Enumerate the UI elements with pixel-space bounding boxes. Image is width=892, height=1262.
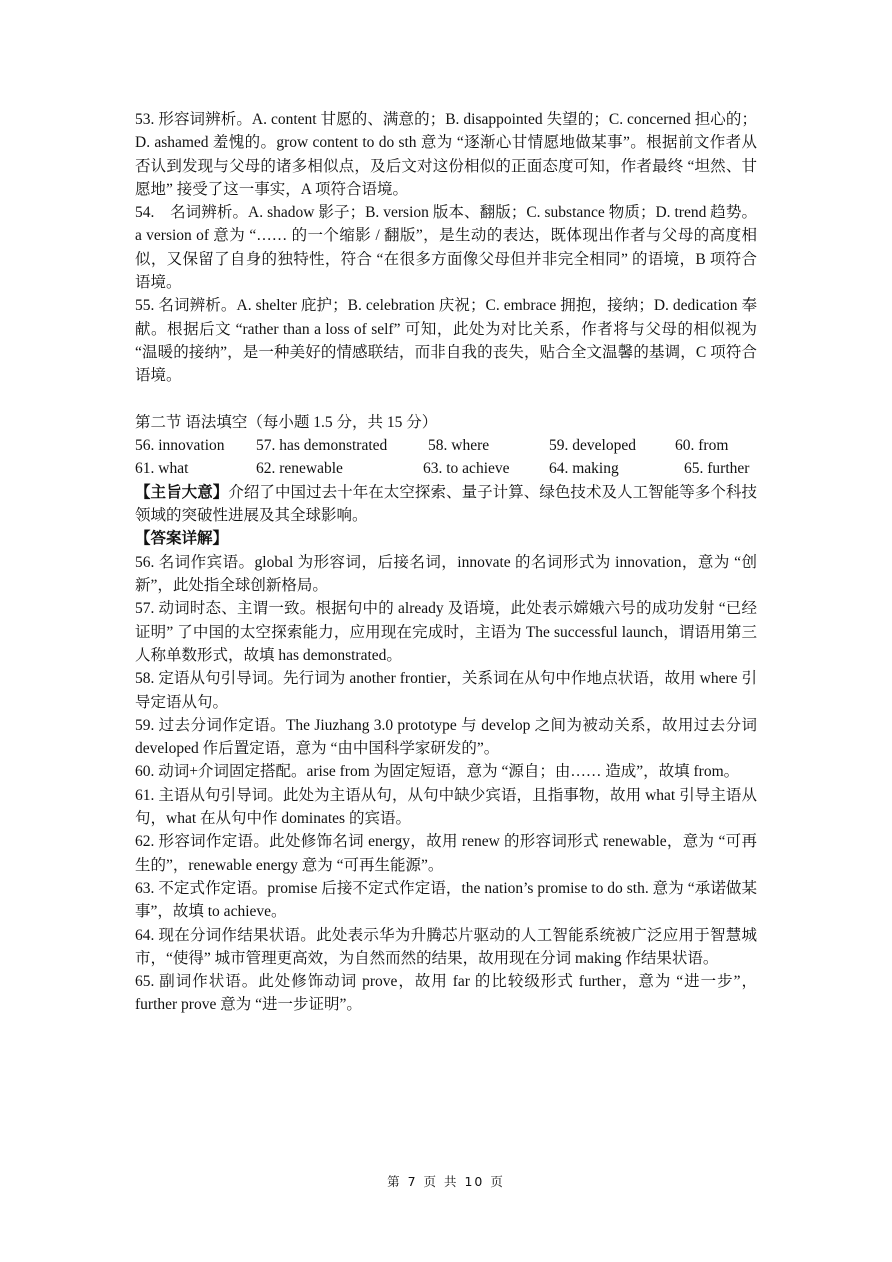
answer-63: 63. to achieve <box>423 460 510 478</box>
explanation-58: 58. 定语从句引导词。先行词为 another frontier，关系词在从句中作地点状语，故用 where 引导定语从句。 <box>135 670 757 711</box>
answer-key-row-1 <box>135 434 757 458</box>
page-number-footer: 第 7 页 共 10 页 <box>387 1174 505 1189</box>
answer-56: 56. innovation <box>135 436 225 454</box>
explanation-59: 59. 过去分词作定语。The Jiuzhang 3.0 prototype 与 develop 之间为被动关系，故用过去分词 developed 作后置定语，意为 “由中国科学家研发的”。 <box>135 716 757 758</box>
main-idea-text: 介绍了中国过去十年在太空探索、量子计算、绿色技术及人工智能等多个科技领域的突破性进展及其全球影响。 <box>135 483 757 525</box>
explanation-54: 54. 名词辨析。A. shadow 影子；B. version 版本、翻版；C. substance 物质；D. trend 趋势。a version of 意为 “…… 的一个缩影 / 翻版”，是生动的表达，既体现出作者与父母的高度相似，又保留了自身的独特性，符合 “在很多方面像父母但并非完全相同” 的语境，B 项符合语境。 <box>135 204 757 292</box>
spacer <box>135 388 757 411</box>
answer-58: 58. where <box>428 436 490 454</box>
explanation-57: 57. 动词时态、主谓一致。根据句中的 already 及语境，此处表示嫦娥六号的成功发射 “已经证明” 了中国的太空探索能力，应用现在完成时，主语为 The successful launch，谓语用第三人称单数形式，故填 has demonstrated。 <box>135 600 757 664</box>
document-body <box>135 108 757 1017</box>
answer-60: 60. from <box>675 436 729 454</box>
explanation-heading: 【答案详解】 <box>135 530 229 548</box>
explanation-60: 60. 动词+介词固定搭配。arise from 为固定短语，意为 “源自；由…… 造成”，故填 from。 <box>135 763 740 781</box>
explanation-62: 62. 形容词作定语。此处修饰名词 energy，故用 renew 的形容词形式 renewable，意为 “可再生的”，renewable energy 意为 “可再生能源”。 <box>135 833 757 874</box>
answer-key-row-2 <box>135 457 757 481</box>
main-idea-label: 【主旨大意】 <box>135 483 229 501</box>
explanation-55: 55. 名词辨析。A. shelter 庇护；B. celebration 庆祝；C. embrace 拥抱，接纳；D. dedication 奉献。根据后文 “rather than a loss of self” 可知，此处为对比关系，作者将与父母的相似视为 “温暖的接纳”，是一种美好的情感联结，而非自我的丧失，贴合全文温馨的基调，C 项符合语境。 <box>135 297 757 385</box>
explanation-63: 63. 不定式作定语。promise 后接不定式作定语，the nation’s promise to do sth. 意为 “承诺做某事”，故填 to achieve。 <box>135 879 757 921</box>
explanation-64: 64. 现在分词作结果状语。此处表示华为升腾芯片驱动的人工智能系统被广泛应用于智慧城市，“使得” 城市管理更高效，为自然而然的结果，故用现在分词 making 作结果状语。 <box>135 926 757 967</box>
answer-57: 57. has demonstrated <box>256 436 388 454</box>
explanation-53: 53. 形容词辨析。A. content 甘愿的、满意的；B. disappointed 失望的；C. concerned 担心的；D. ashamed 羞愧的。grow content to do sth 意为 “逐渐心甘情愿地做某事”。根据前文作者从否认到发现与父母的诸多相似点，及后文对这份相似的正面态度可知，作者最终 “坦然、甘愿地” 接受了这一事实，A 项符合语境。 <box>135 111 757 198</box>
answer-61: 61. what <box>135 460 189 478</box>
answer-59: 59. developed <box>549 436 636 454</box>
answer-65: 65. further <box>684 460 750 478</box>
explanation-65: 65. 副词作状语。此处修饰动词 prove，故用 far 的比较级形式 further，意为 “进一步”，further prove 意为 “进一步证明”。 <box>135 973 757 1014</box>
explanation-61: 61. 主语从句引导词。此处为主语从句，从句中缺少宾语，且指事物，故用 what 引导主语从句，what 在从句中作 dominates 的宾语。 <box>135 786 757 828</box>
answer-62: 62. renewable <box>256 460 343 478</box>
main-idea <box>135 481 757 528</box>
answer-64: 64. making <box>549 460 619 478</box>
explanation-56: 56. 名词作宾语。global 为形容词，后接名词，innovate 的名词形式为 innovation，意为 “创新”，此处指全球创新格局。 <box>135 553 757 595</box>
section-title: 第二节 语法填空（每小题 1.5 分，共 15 分） <box>135 413 438 431</box>
